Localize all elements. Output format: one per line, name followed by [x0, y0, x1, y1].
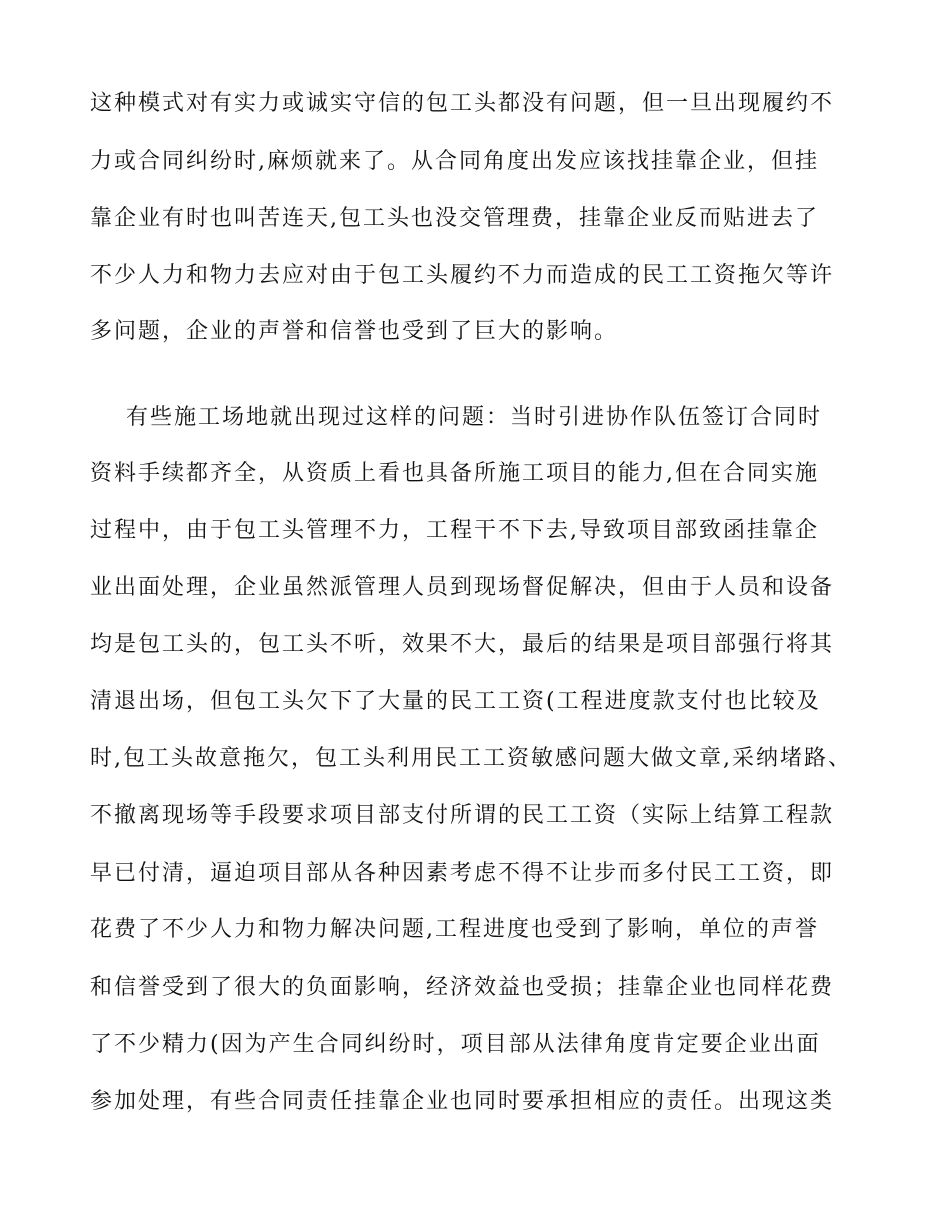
paragraph-line: 过程中，由于包工头管理不力，工程干不下去,导致项目部致函挂靠企	[90, 518, 819, 543]
paragraph-line: 多问题，企业的声誉和信誉也受到了巨大的影响。	[90, 319, 619, 344]
paragraph-line: 这种模式对有实力或诚实守信的包工头都没有问题，但一旦出现履约不	[90, 91, 835, 116]
paragraph-line: 力或合同纠纷时,麻烦就来了。从合同角度出发应该找挂靠企业，但挂	[90, 149, 819, 174]
paragraph-line: 不撤离现场等手段要求项目部支付所谓的民工工资（实际上结算工程款	[90, 803, 835, 828]
paragraph-line: 花费了不少人力和物力解决问题,工程进度也受到了影响，单位的声誉	[90, 917, 819, 942]
paragraph-line: 靠企业有时也叫苦连天,包工头也没交管理费，挂靠企业反而贴进去了	[90, 206, 819, 231]
paragraph-line: 时,包工头故意拖欠，包工头利用民工工资敏感问题大做文章,采纳堵路、	[90, 746, 852, 771]
paragraph-line: 均是包工头的，包工头不听，效果不大，最后的结果是项目部强行将其	[90, 632, 835, 657]
paragraph-line: 清退出场，但包工头欠下了大量的民工工资(工程进度款支付也比较及	[90, 689, 821, 714]
paragraph-line: 有些施工场地就出现过这样的问题：当时引进协作队伍签订合同时	[126, 405, 823, 430]
paragraph-line: 了不少精力(因为产生合同纠纷时，项目部从法律角度肯定要企业出面	[90, 1032, 821, 1057]
paragraph-line: 不少人力和物力去应对由于包工头履约不力而造成的民工工资拖欠等许	[90, 263, 835, 288]
paragraph-line: 参加处理，有些合同责任挂靠企业也同时要承担相应的责任。出现这类	[90, 1089, 835, 1114]
paragraph-line: 和信誉受到了很大的负面影响，经济效益也受损；挂靠企业也同样花费	[90, 975, 835, 1000]
paragraph-line: 早已付清，逼迫项目部从各种因素考虑不得不让步而多付民工工资，即	[90, 861, 835, 886]
paragraph-line: 业出面处理，企业虽然派管理人员到现场督促解决，但由于人员和设备	[90, 575, 835, 600]
paragraph-line: 资料手续都齐全，从资质上看也具备所施工项目的能力,但在合同实施	[90, 461, 819, 486]
